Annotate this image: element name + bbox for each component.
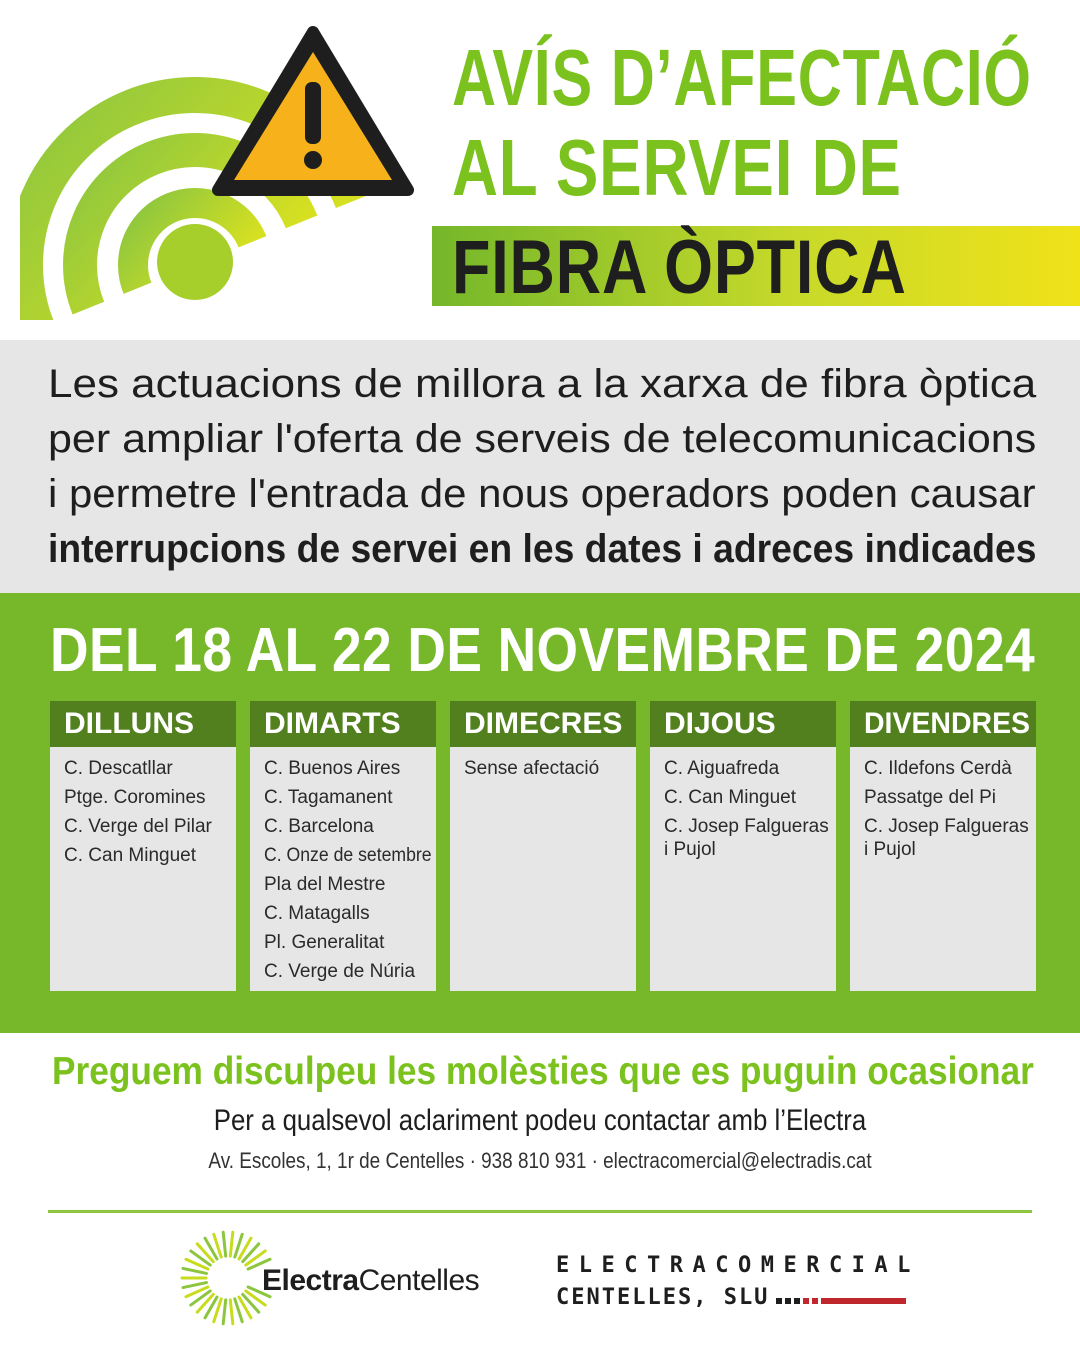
electra-centelles-logo <box>178 1228 518 1328</box>
street-item: C. Tagamanent <box>264 787 393 808</box>
day-column-dimecres <box>450 701 636 991</box>
header <box>0 0 1080 340</box>
street-item: C. Matagalls <box>264 903 370 924</box>
title-line-2: AL SERVEI DE <box>452 123 902 212</box>
street-item: C. Buenos Aires <box>264 758 401 779</box>
street-item: C. Can Minguet <box>664 787 797 808</box>
day-header: DILLUNS <box>50 701 236 747</box>
street-item: Passatge del Pi <box>864 787 997 808</box>
day-header: DIMECRES <box>450 701 636 747</box>
street-list <box>250 747 436 983</box>
street-list <box>50 747 236 867</box>
electracomercial-wordmark: ELECTRACOMERCIAL <box>556 1253 920 1278</box>
date-range-heading: DEL 18 AL 22 DE NOVEMBRE DE 2024 <box>50 616 1036 685</box>
intro-text-line: Les actuacions de millora a la xarxa de fibra òptica <box>48 362 1037 406</box>
street-item: C. Onze de setembre <box>264 845 432 866</box>
street-list <box>450 747 636 780</box>
footer-divider <box>48 1210 1032 1213</box>
street-item: C. Ildefons Cerdà <box>864 758 1012 779</box>
day-column-dilluns <box>50 701 236 991</box>
street-item: Pl. Generalitat <box>264 932 385 953</box>
street-item: C. Josep Falgueras i Pujol <box>864 816 1029 860</box>
street-list <box>850 747 1036 861</box>
street-item: C. Josep Falgueras i Pujol <box>664 816 829 860</box>
centelles-slu-wordmark: CENTELLES, SLU <box>556 1285 770 1310</box>
electracomercial-logo <box>556 1253 920 1313</box>
intro-text-line: i permetre l'entrada de nous operadors poden causar <box>48 472 1036 516</box>
street-item: C. Barcelona <box>264 816 374 837</box>
contact-address: Av. Escoles, 1, 1r de Centelles · 938 810 931 · electracomercial@electradis.cat <box>208 1148 872 1173</box>
intro-text-line: per ampliar l'oferta de serveis de telecomunicacions <box>48 417 1037 461</box>
street-item: C. Can Minguet <box>64 845 197 866</box>
red-stripe-icon <box>776 1298 906 1304</box>
street-list <box>650 747 836 861</box>
street-item: C. Verge del Pilar <box>64 816 212 837</box>
intro-text-bold-line: interrupcions de servei en les dates i adreces indicades <box>48 527 1037 571</box>
intro-panel <box>0 340 1080 593</box>
schedule-panel <box>0 593 1080 1033</box>
day-header: DIVENDRES <box>850 701 1036 747</box>
apology-message: Preguem disculpeu les molèsties que es puguin ocasionar <box>52 1050 1034 1093</box>
title-line-3: FIBRA ÒPTICA <box>452 225 907 310</box>
wifi-icon <box>20 20 440 320</box>
street-item: Sense afectació <box>464 758 600 779</box>
street-item: Ptge. Coromines <box>64 787 206 808</box>
title-line-1: AVÍS D’AFECTACIÓ <box>452 33 1032 122</box>
day-header: DIMARTS <box>250 701 436 747</box>
day-column-divendres <box>850 701 1036 991</box>
street-item: Pla del Mestre <box>264 874 386 895</box>
day-column-dijous <box>650 701 836 991</box>
day-header: DIJOUS <box>650 701 836 747</box>
street-item: C. Verge de Núria <box>264 961 416 982</box>
day-column-dimarts <box>250 701 436 991</box>
contact-message: Per a qualsevol aclariment podeu contactar amb l’Electra <box>213 1104 867 1137</box>
street-item: C. Descatllar <box>64 758 173 779</box>
electra-centelles-wordmark: ElectraCentelles <box>262 1264 480 1297</box>
street-item: C. Aiguafreda <box>664 758 780 779</box>
